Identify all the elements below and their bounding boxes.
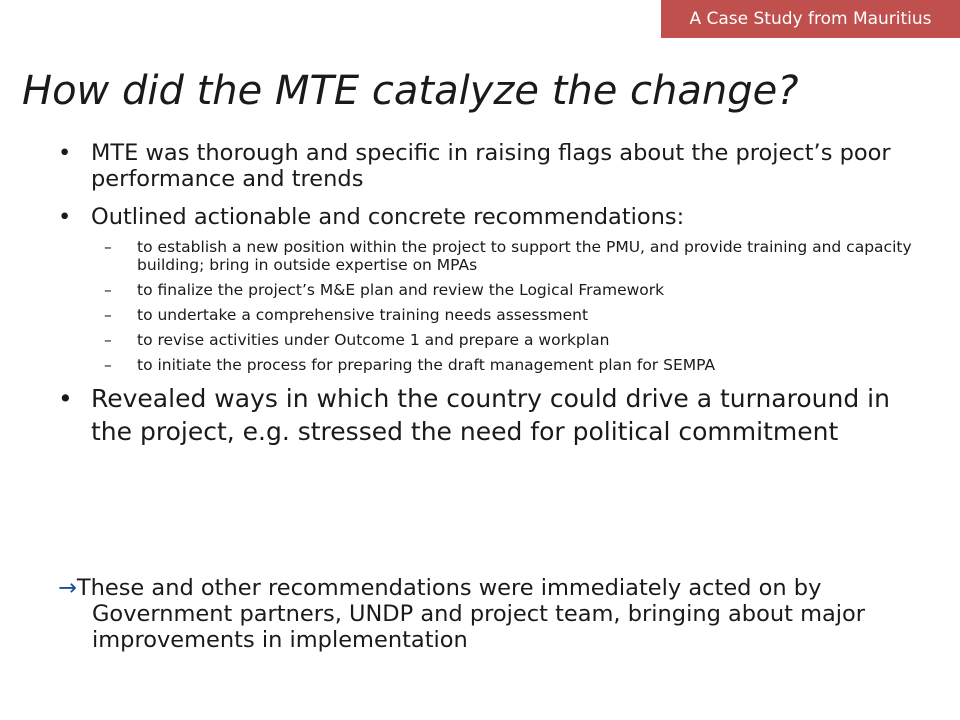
sub-item [0, 238, 960, 274]
bullet-text: Outlined actionable and concrete recommendations: [91, 204, 685, 230]
bullet-item [0, 140, 960, 192]
conclusion-first-line [58, 575, 953, 601]
conclusion-rest-text: Government partners, UNDP and project team, bringing about major improvements in implementation [92, 601, 866, 653]
sub-item [0, 306, 960, 324]
bullet-item [0, 204, 960, 230]
right-arrow-icon: → [58, 575, 77, 601]
sub-item-text: to establish a new position within the project to support the PMU, and provide training and capacity building; bring in outside expertise on MPAs [137, 238, 912, 274]
sub-item-text: to undertake a comprehensive training needs assessment [137, 306, 589, 324]
sub-item [0, 356, 960, 374]
case-study-tag: A Case Study from Mauritius [661, 0, 960, 38]
dash-icon: – [104, 331, 112, 349]
sub-item-text: to initiate the process for preparing the draft management plan for SEMPA [137, 356, 716, 374]
dash-icon: – [104, 306, 112, 324]
dash-icon: – [104, 238, 112, 256]
sub-item-text: to revise activities under Outcome 1 and prepare a workplan [137, 331, 610, 349]
dash-icon: – [104, 356, 112, 374]
bullet-text: Revealed ways in which the country could drive a turnaround in the project, e.g. stressed the need for political commitment [91, 384, 890, 446]
bullet-item [0, 382, 960, 448]
sub-item [0, 331, 960, 349]
slide-title: How did the MTE catalyze the change? [22, 68, 799, 114]
sub-item [0, 281, 960, 299]
recommendation-list [0, 238, 960, 374]
bullet-dot-icon: • [58, 204, 72, 230]
slide-content [0, 140, 960, 448]
bullet-dot-icon: • [58, 384, 73, 413]
sub-item-text: to finalize the project’s M&E plan and review the Logical Framework [137, 281, 665, 299]
bullet-text: MTE was thorough and specific in raising flags about the project’s poor performance and trends [91, 140, 891, 192]
conclusion-line1-text: These and other recommendations were immediately acted on by [76, 575, 822, 601]
conclusion-block [58, 575, 953, 653]
dash-icon: – [104, 281, 112, 299]
bullet-dot-icon: • [58, 140, 72, 166]
